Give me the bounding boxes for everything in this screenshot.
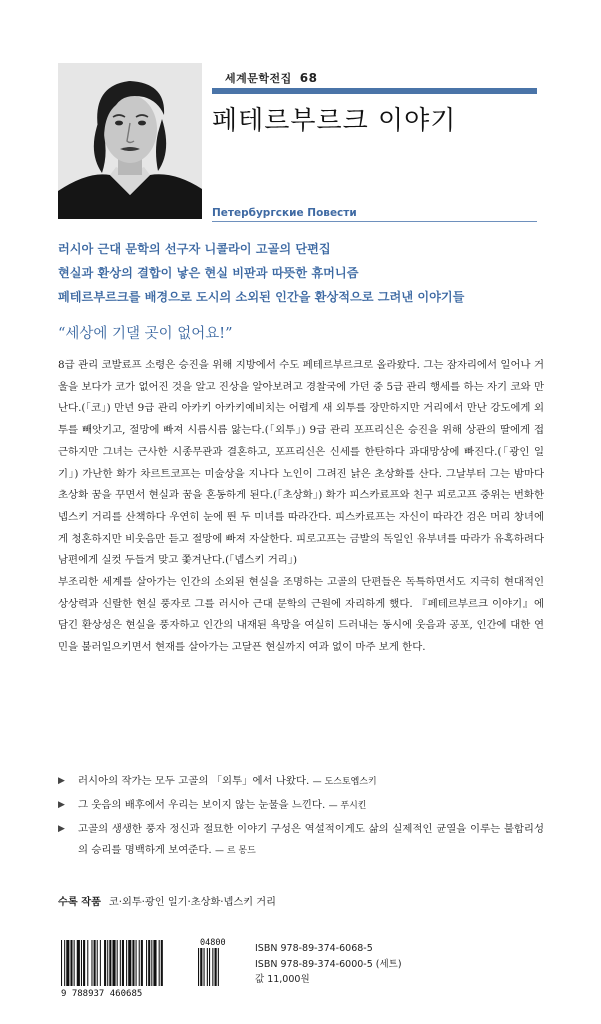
barcode-bar (61, 940, 62, 986)
barcode (58, 938, 234, 998)
barcode-bar (94, 940, 96, 986)
barcode-bar (70, 940, 72, 986)
barcode-addon-bar (209, 948, 210, 986)
barcode-bar (66, 940, 69, 986)
barcode-bar (112, 940, 115, 986)
barcode-addon-bar (200, 948, 202, 986)
praise-text: 러시아의 작가는 모두 고골의 「외투」에서 나왔다. (78, 775, 310, 787)
barcode-bar (77, 940, 80, 986)
contents-label: 수록 작품 (58, 897, 101, 908)
praise-item (58, 795, 544, 817)
price: 값 11,000원 (255, 974, 310, 985)
barcode-addon-bar (215, 948, 217, 986)
barcode-bar (117, 940, 118, 986)
barcode-bar (74, 940, 75, 986)
barcode-bars (61, 940, 219, 986)
barcode-bar (107, 940, 108, 986)
contents-line (58, 893, 276, 908)
synopsis (58, 355, 544, 659)
barcode-bar (109, 940, 111, 986)
isbn-line: ISBN 978-89-374-6068-5 (255, 943, 373, 954)
barcode-bar (64, 940, 65, 986)
isbn-block (255, 941, 402, 988)
praise-list (58, 771, 544, 864)
barcode-addon-number: 04800 (200, 938, 226, 948)
original-title-rule (212, 221, 537, 222)
barcode-bar (128, 940, 131, 986)
praise-item (58, 819, 544, 862)
original-title: Петербургские Повести (212, 207, 357, 219)
praise-source: — 르 몽드 (214, 846, 256, 856)
portrait-image (58, 63, 202, 219)
tagline: 페테르부르크를 배경으로 도시의 소외된 인간을 환상적으로 그려낸 이야기들 (58, 290, 465, 304)
barcode-bar (87, 940, 88, 986)
triangle-bullet-icon: ▶ (58, 824, 65, 834)
barcode-addon-bar (204, 948, 205, 986)
synopsis-paragraph: 부조리한 세계를 살아가는 인간의 소외된 현실을 조명하는 고골의 단편들은 독특하면서도 지극히 현대적인 상상력과 신랄한 현실 풍자로 그를 러시아 근대 문학의 근원에 자리하게 했다. 『페테르부르크 이야기』에 담긴 환상성은 현실을 풍자하고 인간의 내재된 욕망을 여실히 드러내는 동시에 웃음과 공포, 인간에 대한 연민을 불러일으키면서 현재를 살아가는 고달픈 현실까지 여과 없이 마주 보게 한다. (58, 576, 544, 654)
series-name: 세계문학전집 (225, 72, 292, 85)
book-title: 페테르부르크 이야기 (212, 106, 457, 136)
barcode-bar (126, 940, 127, 986)
barcode-bar (141, 940, 143, 986)
pull-quote: “세상에 기댈 곳이 없어요!” (58, 326, 233, 342)
barcode-bar (136, 940, 137, 986)
barcode-bar (151, 940, 152, 986)
barcode-addon-bar (212, 948, 213, 986)
barcode-bar (122, 940, 124, 986)
synopsis-paragraph: 8급 관리 코발료프 소령은 승진을 위해 지방에서 수도 페테르부르크로 올라왔다. 그는 잠자리에서 일어나 거울을 보다가 코가 없어진 것을 알고 진상을 알아보려고 경찰국에 가던 중 5급 관리 행세를 하는 자기 코와 만난다.(「코」) 만년 9급 관리 아카키 아카키예비치는 어렵게 새 외투를 장만하지만 거리에서 만난 강도에게 외투를 빼앗기고, 절망에 빠져 시름시름 앓는다.(「외투」) 9급 관리 포프리신은 승진을 위해 상관의 딸에게 접근하지만 그녀는 근사한 시종무관과 결혼하고, 포프리신은 신세를 한탄하다 과대망상에 빠진다.(「광인 일기」) 가난한 화가 차르트코프는 미술상을 지나다 노인이 그려진 낡은 초상화를 산다. 그날부터 그는 밤마다 초상화 꿈을 꾸면서 현실과 꿈을 혼동하게 된다.(「초상화」) 화가 피스카료프와 친구 피로고프 중위는 번화한 넵스키 거리를 산책하다 우연히 눈에 띈 두 미녀를 따라간다. 피스카료프는 자신이 따라간 검은 머리 창녀에게 청혼하지만 비웃음만 듣고 절망에 빠져 자살한다. 피로고프는 금발의 독일인 유부녀를 따라가 유혹하려다 남편에게 실컷 두들겨 맞고 쫓겨난다.(「넵스키 거리」) (58, 359, 544, 567)
barcode-bar (146, 940, 147, 986)
author-portrait (58, 63, 202, 219)
barcode-bar (161, 940, 163, 986)
barcode-bar (100, 940, 101, 986)
barcode-bar (148, 940, 150, 986)
barcode-bar (91, 940, 92, 986)
praise-text: 고골의 생생한 풍자 정신과 절묘한 이야기 구성은 역설적이게도 삶의 실제적인 균열을 이루는 불합리성의 승리를 명백하게 보여준다. (78, 823, 544, 856)
triangle-bullet-icon: ▶ (58, 776, 65, 786)
barcode-bar (132, 940, 134, 986)
praise-source: — 도스토옙스키 (312, 777, 377, 787)
barcode-addon-bar (198, 948, 199, 986)
barcode-bar (159, 940, 160, 986)
title-accent-bar (212, 88, 537, 94)
barcode-bar (104, 940, 106, 986)
taglines (58, 237, 548, 309)
tagline: 현실과 환상의 결합이 낳은 현실 비판과 따뜻한 휴머니즘 (58, 266, 359, 280)
barcode-bar (81, 940, 82, 986)
barcode-addon-bar (207, 948, 208, 986)
triangle-bullet-icon: ▶ (58, 800, 65, 810)
praise-source: — 푸시킨 (328, 801, 367, 811)
barcode-bar (139, 940, 140, 986)
isbn-set-line: ISBN 978-89-374-6000-5 (세트) (255, 958, 402, 970)
barcode-bar (120, 940, 121, 986)
barcode-number: 9 788937 460685 (61, 989, 143, 998)
barcode-addon-bar (218, 948, 219, 986)
barcode-bar (153, 940, 156, 986)
tagline: 러시아 근대 문학의 선구자 니콜라이 고골의 단편집 (58, 242, 331, 256)
series-number: 68 (299, 71, 318, 85)
barcode-bar (83, 940, 85, 986)
contents-value: 코·외투·광인 일기·초상화·넵스키 거리 (108, 897, 276, 908)
series-label (225, 70, 317, 86)
barcode-bar (97, 940, 98, 986)
praise-item (58, 771, 544, 793)
praise-text: 그 웃음의 배후에서 우리는 보이지 않는 눈물을 느낀다. (78, 799, 326, 811)
